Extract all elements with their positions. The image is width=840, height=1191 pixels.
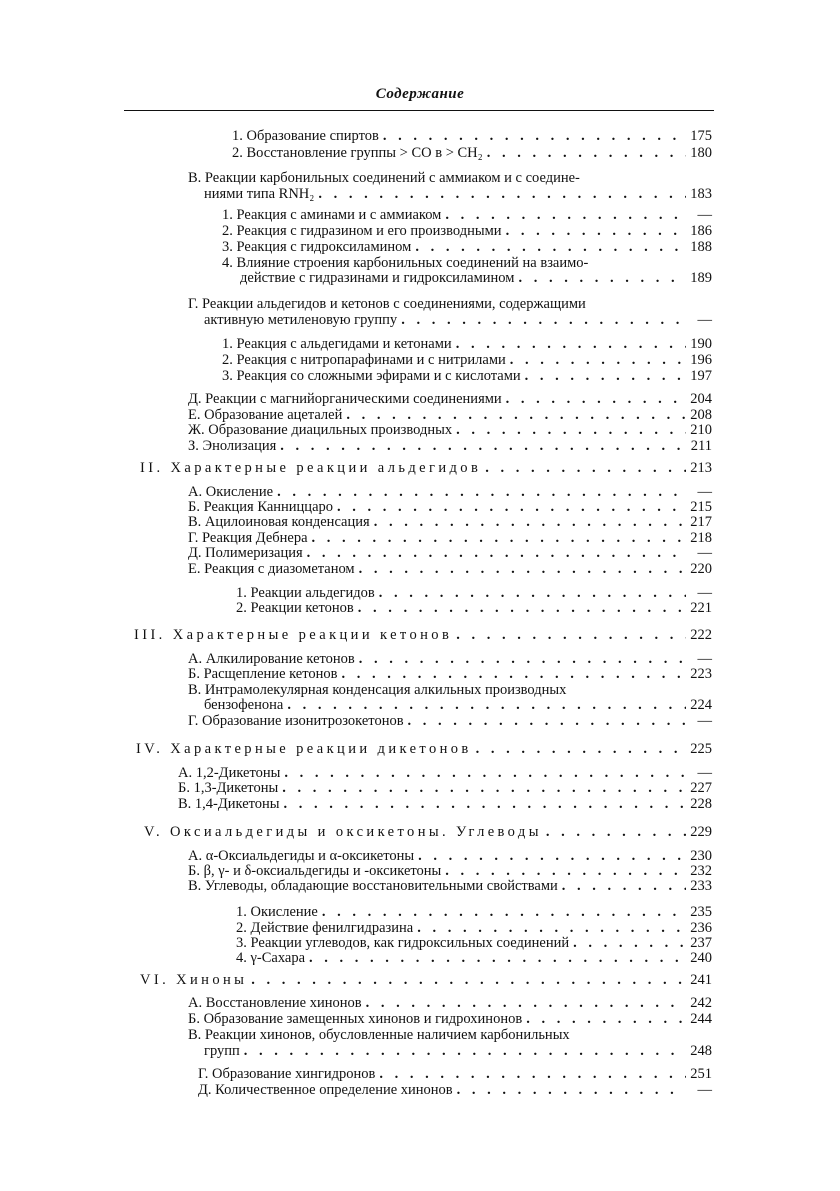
toc-entry-page: 208 [690,407,712,423]
toc-entry-label: В. Углеводы, обладающие восстановительными свойствами [188,878,558,894]
toc-entry-line: Г. Реакции альдегидов и кетонов с соединениями, содержащими [188,296,586,312]
toc-entry-label: З. Энолизация [188,438,277,454]
toc-entry-page: 240 [690,950,712,966]
toc-chapter [140,972,712,988]
toc-entry [188,438,712,454]
toc-entry-label: 1. Реакция с аминами и с аммиаком [222,207,442,223]
toc-entry-label: Г. Реакция Дебнера [188,530,308,546]
toc-chapter-label: VI. Хиноны [140,972,248,988]
toc-entry-label: 2. Реакции кетонов [236,600,354,616]
toc-entry [204,312,712,328]
toc-entry-page: — [697,713,712,729]
toc-entry-label: 1. Реакции альдегидов [236,585,375,601]
toc-entry [204,186,712,202]
toc-entry-page: — [697,312,712,328]
toc-entry-page: 183 [690,186,712,202]
toc-entry-label: Д. Полимеризация [188,545,303,561]
toc-entry-label: 3. Реакция со сложными эфирами и с кислотами [222,368,521,384]
leader-dots [457,1082,686,1098]
toc-entry [236,950,712,966]
leader-dots [456,627,686,643]
toc-entry [232,128,712,144]
toc-entry [188,514,712,530]
toc-entry [222,336,712,352]
toc-entry-label: Г. Образование изонитрозокетонов [188,713,404,729]
leader-dots [312,530,686,546]
toc-entry [236,585,712,601]
toc-chapter [140,460,712,476]
toc-entry-label: активную метиленовую группу [204,312,398,328]
toc-entry-label: 1. Образование спиртов [232,128,379,144]
toc-entry-page: — [697,765,712,781]
toc-entry-page: 204 [690,391,712,407]
leader-dots [456,422,686,438]
toc-entry [236,904,712,920]
toc-entry [204,1043,712,1059]
toc-entry-label: Б. β, γ- и δ-оксиальдегиды и -оксикетоны [188,863,442,879]
toc-entry-label: 3. Реакция с гидроксиламином [222,239,412,255]
toc-entry-page: — [697,484,712,500]
toc-entry-page: 221 [690,600,712,616]
toc-entry-label: 2. Реакция с гидразином и его производными [222,223,502,239]
toc-entry-label: Б. Расщепление кетонов [188,666,338,682]
toc-entry [188,391,712,407]
leader-dots [546,824,686,840]
toc-chapter-label: II. Характерные реакции альдегидов [140,460,482,476]
toc-chapter [136,741,712,757]
toc-entry [188,863,712,879]
toc-entry-page: 197 [690,368,712,384]
toc-entry-page: 228 [690,796,712,812]
toc-entry-label: Ж. Образование диацильных производных [188,422,453,438]
toc-entry-page: 217 [690,514,712,530]
leader-dots [284,765,686,781]
toc-entry-label: групп [204,1043,240,1059]
toc-entry-page: — [697,545,712,561]
toc-entry-page: 222 [690,627,712,643]
toc-entry [188,530,712,546]
toc-entry-page: 220 [690,561,712,577]
toc-entry-label: Е. Реакция с диазометаном [188,561,355,577]
leader-dots [309,950,686,966]
toc-entry-label: Б. Образование замещенных хинонов и гидрохинонов [188,1011,523,1027]
toc-entry-page: 190 [690,336,712,352]
toc-entry-label: ниями типа RNH₂ [204,186,315,202]
leader-dots [417,920,686,936]
leader-dots [506,223,686,239]
toc-entry-label: А. 1,2-Дикетоны [178,765,281,781]
toc-entry-label: А. Окисление [188,484,274,500]
toc-entry-page: 223 [690,666,712,682]
toc-entry [188,878,712,894]
leader-dots [251,972,686,988]
toc-entry-line: В. Интрамолекулярная конденсация алкильных производных [188,682,567,698]
leader-dots [456,336,686,352]
toc-entry [188,666,712,682]
toc-entry [236,920,712,936]
leader-dots [379,1066,686,1082]
toc-entry-label: А. Восстановление хинонов [188,995,362,1011]
leader-dots [573,935,686,951]
toc-entry [198,1066,712,1082]
toc-entry-label: 2. Восстановление группы > CO в > CH₂ [232,145,483,161]
toc-entry-page: 235 [690,904,712,920]
toc-entry-label: 1. Окисление [236,904,318,920]
toc-entry-page: — [697,651,712,667]
toc-entry [232,145,712,161]
toc-entry-label: бензофенона [204,697,284,713]
leader-dots [374,514,686,530]
toc-entry-line: 4. Влияние строения карбонильных соединений на взаимо- [222,255,589,271]
toc-entry-label: 1. Реакция с альдегидами и кетонами [222,336,452,352]
toc-entry [188,651,712,667]
leader-dots [401,312,686,328]
toc-entry-label: 2. Реакция с нитропарафинами и с нитрилами [222,352,506,368]
toc-entry-line: В. Реакции карбонильных соединений с аммиаком и с соедине- [188,170,580,186]
leader-dots [359,651,686,667]
toc-entry-page: 242 [690,995,712,1011]
toc-entry [178,780,712,796]
toc-entry-page: 175 [690,128,712,144]
leader-dots [277,484,686,500]
toc-entry-page: 229 [690,824,712,840]
toc-entry-page: 188 [690,239,712,255]
leader-dots [445,207,686,223]
header-rule [124,110,714,111]
toc-entry-page: — [697,207,712,223]
leader-dots [518,270,686,286]
page-title: Содержание [375,86,465,102]
toc-entry-page: 211 [690,438,712,454]
leader-dots [280,438,686,454]
toc-entry-page: — [697,1082,712,1098]
toc-entry [198,1082,712,1098]
toc-entry [178,765,712,781]
toc-entry-page: — [697,585,712,601]
toc-entry-label: Г. Образование хингидронов [198,1066,376,1082]
toc-entry-label: Б. Реакция Канниццаро [188,499,334,515]
toc-entry-page: 227 [690,780,712,796]
leader-dots [284,796,686,812]
leader-dots [526,1011,686,1027]
toc-entry [236,935,712,951]
leader-dots [415,239,686,255]
leader-dots [383,128,686,144]
toc-entry-page: 210 [690,422,712,438]
toc-entry [188,1011,712,1027]
toc-entry [188,545,712,561]
toc-entry [188,848,712,864]
leader-dots [379,585,686,601]
toc-chapter-label: IV. Характерные реакции дикетонов [136,741,472,757]
toc-entry [222,223,712,239]
leader-dots [358,600,686,616]
toc-entry-page: 232 [690,863,712,879]
toc-entry-page: 248 [690,1043,712,1059]
toc-entry-page: 230 [690,848,712,864]
toc-entry [188,484,712,500]
leader-dots [342,666,687,682]
toc-entry [240,270,712,286]
toc-entry-label: Б. 1,3-Дикетоны [178,780,279,796]
leader-dots [282,780,686,796]
toc-entry-label: 4. γ-Сахара [236,950,306,966]
toc-entry-page: 213 [690,460,712,476]
toc-entry [204,697,712,713]
toc-entry-label: В. Ацилоиновая конденсация [188,514,370,530]
leader-dots [418,848,686,864]
leader-dots [476,741,686,757]
toc-entry [222,239,712,255]
toc-entry-label: А. α-Оксиальдегиды и α-оксикетоны [188,848,415,864]
leader-dots [346,407,686,423]
toc-entry-page: 186 [690,223,712,239]
leader-dots [287,697,686,713]
leader-dots [322,904,686,920]
toc-entry [222,207,712,223]
toc-entry-label: 3. Реакции углеводов, как гидроксильных соединений [236,935,570,951]
toc-entry-page: 218 [690,530,712,546]
leader-dots [510,352,686,368]
toc-entry-page: 244 [690,1011,712,1027]
toc-entry-label: Е. Образование ацеталей [188,407,343,423]
toc-entry-page: 236 [690,920,712,936]
leader-dots [307,545,686,561]
toc-entry-page: 251 [690,1066,712,1082]
toc-entry-page: 233 [690,878,712,894]
toc-entry [188,561,712,577]
leader-dots [506,391,686,407]
toc-entry [188,407,712,423]
toc-entry-line: В. Реакции хинонов, обусловленные наличием карбонильных [188,1027,570,1043]
toc-entry-page: 215 [690,499,712,515]
toc-entry-page: 225 [690,741,712,757]
toc-entry [178,796,712,812]
leader-dots [318,186,686,202]
toc-entry-page: 180 [690,145,712,161]
leader-dots [485,460,686,476]
leader-dots [525,368,686,384]
toc-entry-page: 189 [690,270,712,286]
toc-entry [188,995,712,1011]
toc-chapter [134,627,712,643]
leader-dots [337,499,686,515]
toc-entry [222,352,712,368]
toc-entry-label: 2. Действие фенилгидразина [236,920,414,936]
toc-entry-label: В. 1,4-Дикетоны [178,796,280,812]
toc-entry-page: 241 [690,972,712,988]
leader-dots [487,145,686,161]
toc-entry-page: 196 [690,352,712,368]
toc-entry-page: 237 [690,935,712,951]
toc-entry [188,499,712,515]
leader-dots [562,878,686,894]
leader-dots [408,713,686,729]
toc-chapter-label: III. Характерные реакции кетонов [134,627,453,643]
toc-entry-label: Д. Количественное определение хинонов [198,1082,453,1098]
toc-chapter [144,824,712,840]
toc-entry [222,368,712,384]
toc-entry [188,713,712,729]
toc-entry-label: Д. Реакции с магнийорганическими соединениями [188,391,502,407]
leader-dots [445,863,686,879]
toc-entry-label: действие с гидразинами и гидроксиламином [240,270,515,286]
toc-entry-label: А. Алкилирование кетонов [188,651,355,667]
toc-entry [188,422,712,438]
leader-dots [359,561,686,577]
toc-chapter-label: V. Оксиальдегиды и оксикетоны. Углеводы [144,824,542,840]
leader-dots [244,1043,686,1059]
toc-entry [236,600,712,616]
leader-dots [366,995,686,1011]
toc-entry-page: 224 [690,697,712,713]
